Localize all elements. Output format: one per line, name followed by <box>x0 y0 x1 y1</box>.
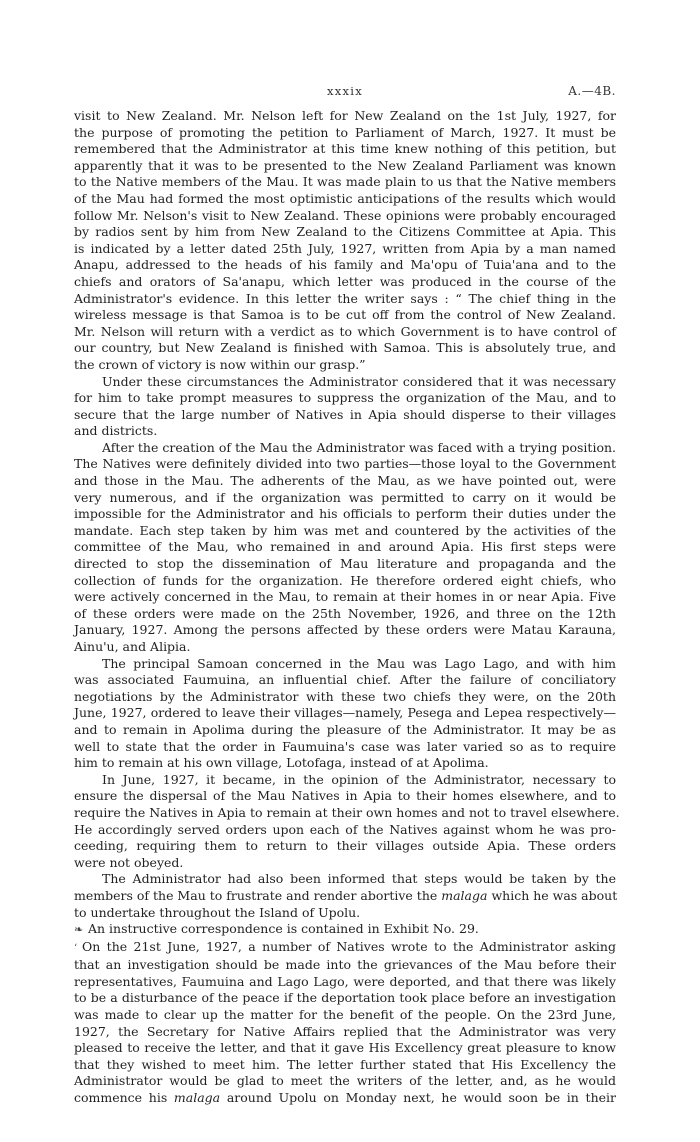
text-line <box>74 939 616 958</box>
line-text: wireless message is that Samoa is to be cut off from the control of New Zealand. <box>74 307 616 323</box>
text-line <box>74 357 616 374</box>
line-text: The principal Samoan concerned in the Mau was Lago Lago, and with him <box>102 655 616 671</box>
line-text: which he was about <box>487 887 618 903</box>
text-line <box>74 755 616 772</box>
line-text: 1927, the Secretary for Native Affairs replied that the Administrator was very <box>74 1023 616 1039</box>
text-line <box>74 871 616 888</box>
text-line <box>74 473 616 490</box>
text-line <box>74 291 616 308</box>
line-text: pleased to receive the letter, and that it gave His Excellency great pleasure to know <box>74 1040 616 1056</box>
line-text: mandate. Each step taken by him was met and countered by the activities of the <box>74 522 616 538</box>
italic-term: malaga <box>173 1090 221 1106</box>
text-line <box>74 374 616 391</box>
text-line <box>74 141 616 158</box>
text-line <box>74 506 616 523</box>
text-line <box>74 573 616 590</box>
line-text: was made to clear up the matter for the benefit of the people. On the 23rd June, <box>74 1007 616 1023</box>
line-text: visit to New Zealand. Mr. Nelson left for New Zealand on the 1st July, 1927, for <box>74 108 616 123</box>
text-line <box>74 921 616 939</box>
line-text: June, 1927, ordered to leave their villages—namely, Pesega and Lepea respectively— <box>74 705 616 721</box>
line-text: well to state that the order in Faumuina's case was later varied so as to require <box>74 738 616 754</box>
text-line <box>74 208 616 225</box>
text-line <box>74 423 616 440</box>
margin-mark: ‘ <box>74 942 78 954</box>
text-line <box>74 523 616 540</box>
line-text: by radios sent by him from New Zealand to the Citizens Committee at Apia. This <box>74 224 616 240</box>
text-line <box>74 1040 616 1057</box>
line-text: directed to stop the dissemination of Mau literature and propaganda and the <box>74 556 616 572</box>
page-number: xxxix <box>326 84 364 98</box>
text-line <box>74 838 616 855</box>
text-line <box>74 1057 616 1074</box>
text-line <box>74 656 616 673</box>
line-text: the purpose of promoting the petition to Parliament of March, 1927. It must be <box>74 124 616 140</box>
text-line <box>74 888 616 905</box>
text-line <box>74 340 616 357</box>
text-line <box>74 174 616 191</box>
text-line <box>74 307 616 324</box>
text-line <box>74 1007 616 1024</box>
line-text: follow Mr. Nelson's visit to New Zealand. These opinions were probably encouraged <box>74 207 616 223</box>
text-line <box>74 440 616 457</box>
line-text: to the Native members of the Mau. It was made plain to us that the Native members <box>74 174 616 190</box>
text-line <box>74 739 616 756</box>
line-text: apparently that it was to be presented to the New Zealand Parliament was known <box>74 157 616 173</box>
line-text: and those in the Mau. The adherents of the Mau, as we have pointed out, were <box>74 473 616 489</box>
text-line <box>74 804 620 822</box>
line-text: to undertake throughout the Island of Upolu. <box>74 904 361 920</box>
margin-mark: ❧ <box>74 923 84 937</box>
text-line <box>74 456 616 473</box>
line-text: him to remain at his own village, Lotofaga, instead of at Apolima. <box>74 755 489 771</box>
line-text: After the creation of the Mau the Administrator was faced with a trying position. <box>102 439 616 455</box>
text-line <box>74 772 616 789</box>
text-line <box>74 407 616 424</box>
line-text: On the 21st June, 1927, a number of Natives wrote to the Administrator asking <box>82 938 616 954</box>
line-text: of the Mau had formed the most optimistic anticipations of the results which would <box>74 190 616 206</box>
body-text <box>74 108 620 1107</box>
line-text: that they wished to meet him. The letter further stated that His Excellency the <box>74 1056 616 1072</box>
text-line <box>74 125 616 142</box>
line-text: the crown of victory is now within our grasp.” <box>74 356 366 372</box>
text-line <box>74 672 616 689</box>
line-text: An instructive correspondence is contained in Exhibit No. 29. <box>88 921 479 937</box>
text-line <box>74 490 616 507</box>
line-text: January, 1927. Among the persons affected by these orders were Matau Karauna, <box>74 622 616 638</box>
line-text: and districts. <box>74 423 158 439</box>
line-text: ceeding, requiring them to return to their villages outside Apia. These orders <box>74 838 616 854</box>
text-line <box>74 257 616 274</box>
line-text: our country, but New Zealand is finished with Samoa. This is absolutely true, and <box>74 340 616 356</box>
line-text: The Administrator had also been informed that steps would be taken by the <box>102 871 616 887</box>
line-text: Administrator's evidence. In this letter the writer says : “ The chief thing in the <box>74 290 616 306</box>
line-text: Anapu, addressed to the heads of his family and Ma'opu of Tuia'ana and to the <box>74 257 616 273</box>
line-text: was associated Faumuina, an influential chief. After the failure of conciliatory <box>74 672 616 688</box>
text-line <box>74 622 616 639</box>
line-text: chiefs and orators of Sa'anapu, which letter was produced in the course of the <box>74 273 616 289</box>
line-text: ensure the dispersal of the Mau Natives in Apia to their homes elsewhere, and to <box>74 788 616 804</box>
text-line <box>74 974 616 991</box>
line-text: In June, 1927, it became, in the opinion of the Administrator, necessary to <box>102 771 616 787</box>
line-text: require the Natives in Apia to remain at their own homes and not to travel elsewhere. <box>74 804 620 820</box>
text-line <box>74 324 616 341</box>
text-line <box>74 606 616 623</box>
text-line <box>74 1090 616 1107</box>
text-line <box>74 1024 616 1041</box>
italic-term: malaga <box>441 887 488 903</box>
line-text: representatives, Faumuina and Lago Lago, were deported, and that there was likely <box>74 973 616 989</box>
line-text: Ainu'u, and Alipia. <box>74 639 191 654</box>
line-text: Administrator would be glad to meet the writers of the letter, and, as he would <box>74 1073 616 1089</box>
text-line <box>74 241 616 258</box>
line-text: and to remain in Apolima during the pleasure of the Administrator. It may be as <box>74 721 616 737</box>
line-text: remembered that the Administrator at this time knew nothing of this petition, but <box>74 141 616 157</box>
line-text: impossible for the Administrator and his officials to perform their duties under the <box>74 506 616 522</box>
text-line <box>74 191 616 208</box>
line-text: secure that the large number of Natives in Apia should disperse to their villages <box>74 406 616 422</box>
text-line <box>74 639 616 656</box>
text-line <box>74 556 616 573</box>
line-text: around Upolu on Monday next, he would soon be in their <box>220 1090 616 1106</box>
line-text: of these orders were made on the 25th November, 1926, and three on the 12th <box>74 605 616 621</box>
line-text: were actively concerned in the Mau, to remain at their homes in or near Apia. Five <box>74 589 616 605</box>
line-text: collection of funds for the organization. He therefore ordered eight chiefs, who <box>74 572 616 588</box>
text-line <box>74 1073 616 1090</box>
text-line <box>74 855 616 872</box>
line-text: were not obeyed. <box>74 854 184 870</box>
line-text: is indicated by a letter dated 25th July, 1927, written from Apia by a man named <box>74 240 616 256</box>
text-line <box>74 822 616 839</box>
text-line <box>74 788 616 805</box>
text-line <box>74 689 616 706</box>
line-text: commence his <box>74 1090 174 1106</box>
line-text: Under these circumstances the Administrator considered that it was necessary <box>102 373 616 389</box>
text-line <box>74 539 616 556</box>
line-text: to be a disturbance of the peace if the deportation took place before an investigation <box>74 990 616 1006</box>
line-text: The Natives were definitely divided into two parties—those loyal to the Government <box>74 456 616 472</box>
text-line <box>74 990 616 1007</box>
line-text: for him to take prompt measures to suppress the organization of the Mau, and to <box>74 390 616 406</box>
text-line <box>74 722 616 739</box>
document-reference: A.—4B. <box>568 84 616 98</box>
text-line <box>74 274 616 291</box>
line-text: very numerous, and if the organization was permitted to carry on it would be <box>74 489 616 505</box>
line-text: He accordingly served orders upon each of the Natives against whom he was pro- <box>74 821 616 837</box>
text-line <box>74 224 616 241</box>
text-line <box>74 108 616 125</box>
page-header <box>74 84 616 100</box>
line-text: committee of the Mau, who remained in and around Apia. His first steps were <box>74 539 616 555</box>
line-text: members of the Mau to frustrate and render abortive the <box>74 887 442 903</box>
line-text: Mr. Nelson will return with a verdict as to which Government is to have control of <box>74 323 616 339</box>
line-text: that an investigation should be made into the grievances of the Mau before their <box>74 957 616 973</box>
text-line <box>74 589 616 606</box>
text-line <box>74 905 616 922</box>
text-line <box>74 957 616 974</box>
text-line <box>74 158 616 175</box>
text-line <box>74 705 616 722</box>
text-line <box>74 390 616 407</box>
line-text: negotiations by the Administrator with these two chiefs they were, on the 20th <box>74 688 616 704</box>
